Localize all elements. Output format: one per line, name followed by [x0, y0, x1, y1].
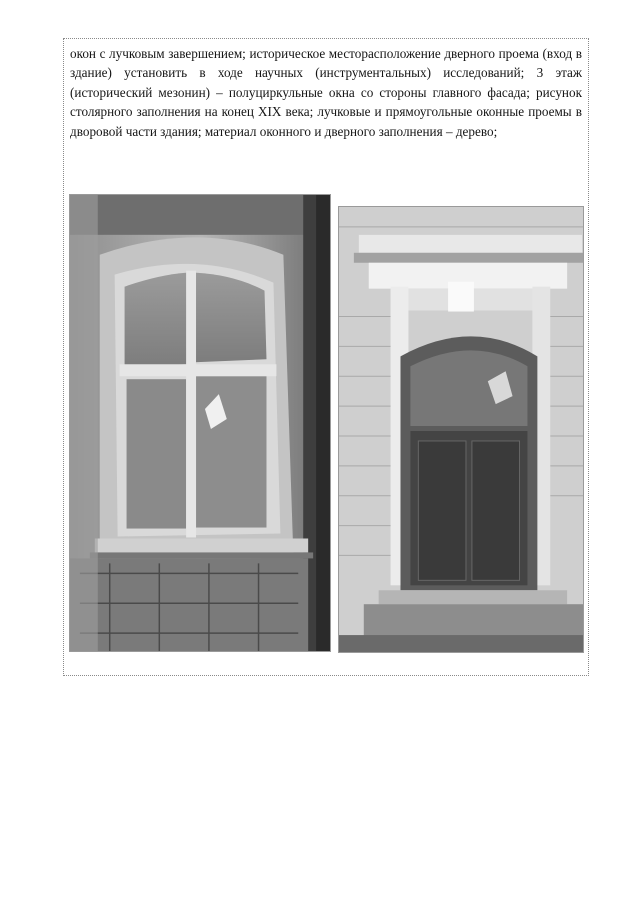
window-photo-image: [70, 195, 330, 651]
door-photo: [338, 206, 584, 653]
window-photo: [69, 194, 331, 652]
description-text: [70, 44, 582, 141]
door-photo-image: [339, 207, 583, 652]
paragraph: окон с лучковым завершением; историческое месторасположение дверного проема (вход в здание) установить в ходе научных (инструментальных) исследований; 3 этаж (исторический мезонин) – полуциркульные окна со стороны главного фасада; рисунок столярного заполнения на конец XIX века; лучковые и прямоугольные оконные проемы в дворовой части здания; материал оконного и дверного заполнения – дерево;: [70, 46, 582, 139]
